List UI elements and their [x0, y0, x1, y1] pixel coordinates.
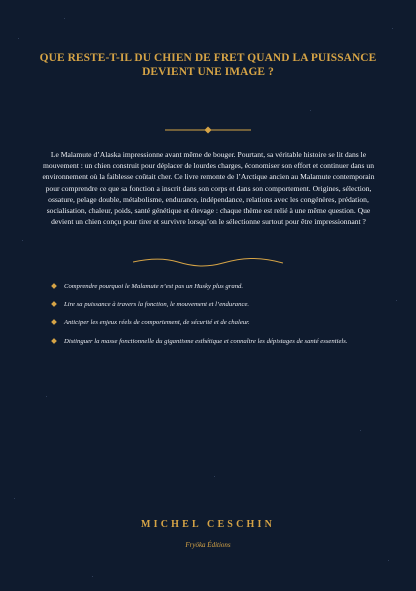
diamond-bullet-icon: [51, 338, 57, 344]
wave-divider-icon: [133, 254, 283, 270]
author-name: MICHEL CESCHIN: [141, 519, 275, 530]
star-dot: [310, 110, 311, 111]
title-line-1: QUE RESTE-T-IL DU CHIEN DE FRET QUAND LA PUISSANCE: [39, 52, 377, 64]
star-dot: [388, 560, 389, 561]
key-point-text: Lire sa puissance à travers la fonction, le mouvement et l’endurance.: [64, 301, 250, 309]
star-dot: [64, 18, 65, 19]
star-dot: [396, 300, 397, 301]
star-dot: [392, 28, 393, 29]
star-dot: [214, 476, 215, 477]
book-description: Le Malamute d’Alaska impressionne avant même de bouger. Pourtant, sa véritable histoire se lit dans le mouvement : un chien construit pour déplacer de lourdes charges, économiser son effort et continuer dans un environnement où la faiblesse coûtait cher. Ce livre remonte de l’Arctique ancien au Malamute contemporain pour comprendre ce que sa fonction a inscrit dans son corps et dans son comportement. Origines, sélection, ossature, pelage double, métabolisme, endurance, indépendance, relations avec les congénères, prédation, socialisation, chaleur, poids, santé génétique et élevage : chaque thème est relié à une même question. Que devient un chien conçu pour tirer et survivre lorsqu’on le sélectionne surtout pour être impressionnant ?: [42, 150, 375, 227]
key-point-text: Anticiper les enjeux réels de comportement, de sécurité et de chaleur.: [64, 319, 250, 327]
diamond-bullet-icon: [51, 301, 57, 307]
star-dot: [22, 240, 23, 241]
key-point-item: [52, 300, 372, 310]
key-point-item: [52, 282, 372, 292]
diamond-bullet-icon: [51, 283, 57, 289]
star-dot: [18, 38, 19, 39]
star-dot: [46, 396, 47, 397]
diamond-bullet-icon: [51, 320, 57, 326]
publisher-name: Fryöka Éditions: [185, 541, 231, 549]
key-point-text: Comprendre pourquoi le Malamute n’est pas un Husky plus grand.: [64, 283, 244, 290]
key-point-item: [52, 337, 372, 347]
key-points-list: [52, 282, 372, 355]
key-point-item: [52, 318, 372, 328]
ornament-divider-icon: [165, 124, 251, 136]
back-cover-title: [30, 52, 386, 79]
star-dot: [360, 430, 361, 431]
star-dot: [14, 498, 15, 499]
title-line-2: DEVIENT UNE IMAGE ?: [142, 65, 274, 78]
key-point-text: Distinguer la masse fonctionnelle du gigantisme esthétique et connaître les dépistages de santé essentiels.: [64, 337, 348, 345]
star-dot: [92, 576, 93, 577]
